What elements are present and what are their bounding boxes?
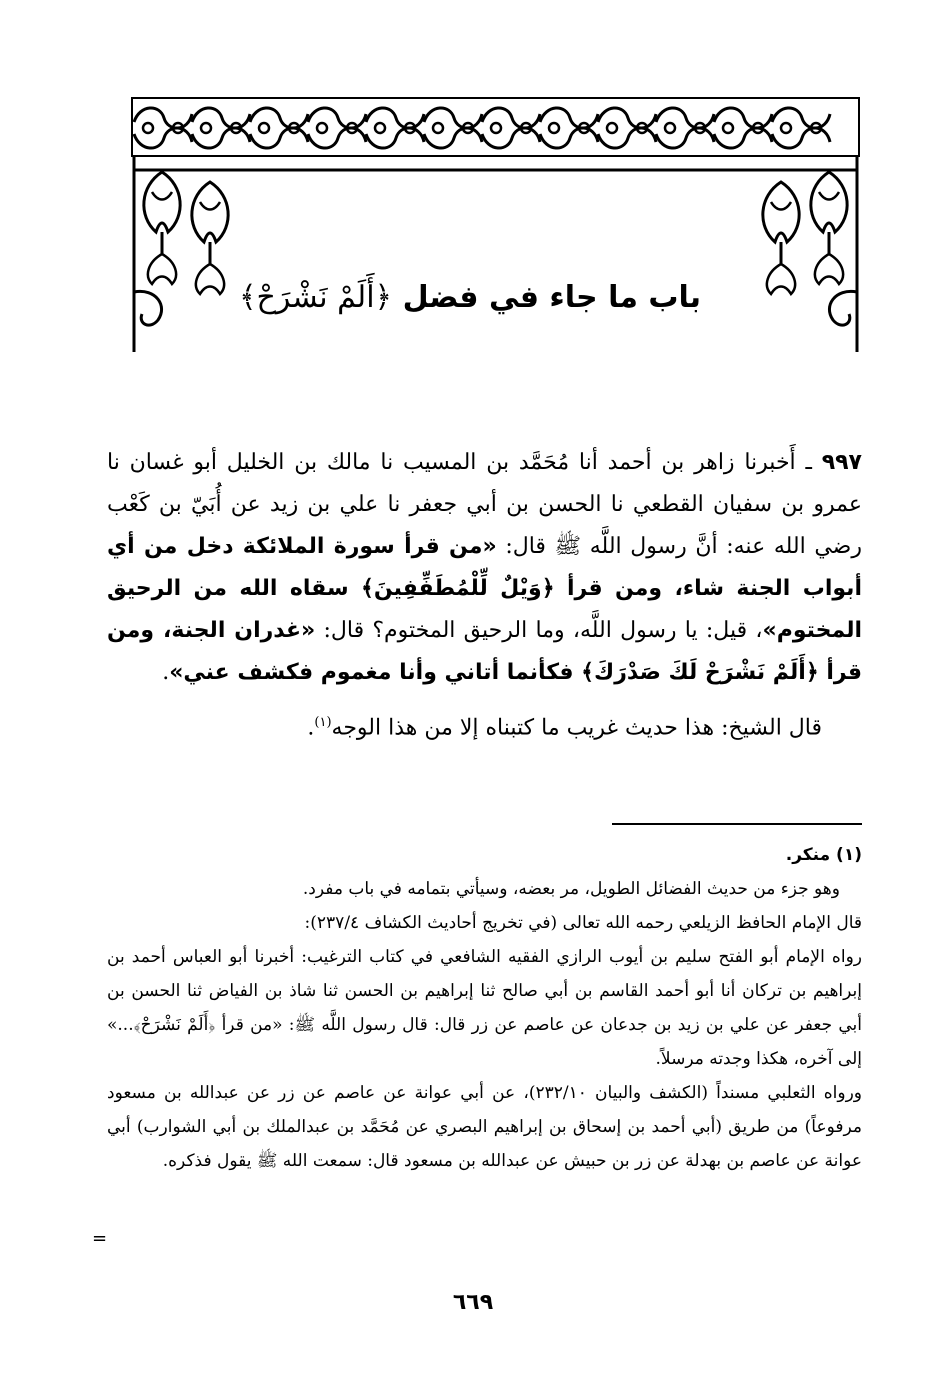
footnote-paragraph-2: ورواه الثعلبي مسنداً (الكشف والبيان ٢٣٢/١٠)، عن أبي عوانة عن عاصم عن زر عن عبدالله بن مسعود مرفوعاً) من طريق (أبي أحمد بن إسحاق بن إبراهيم البصري عن مُحَمَّد بن عبدالملك بن أبي الشوارب) أبي عوانة عن عاصم بن بهدلة عن زر بن حبيش عن عبدالله بن مسعود قال: سمعت الله ﷺ يقول فذكره. — [107, 1083, 862, 1171]
chapter-title-text: باب ما جاء في فضل — [402, 280, 702, 315]
footnote-line-1: وهو جزء من حديث الفضائل الطويل، مر بعضه، وسيأتي بتمامه في باب مفرد. — [302, 879, 840, 899]
footnote-ref[interactable]: (١) — [314, 715, 332, 730]
footnote-paragraph-1: رواه الإمام أبو الفتح سليم بن أيوب الرازي الفقيه الشافعي في كتاب الترغيب: أخبرنا أبو العباس أحمد بن إبراهيم بن تركان أنا أبو أحمد القاسم بن أبي صالح ثنا إبراهيم بن الحسن ثنا شاذ بن الفياض ثنا الحسن بن أبي جعفر عن علي بن زيد بن جدعان عن عاصم عن زر قال: قال رسول اللَّه ﷺ: «من قرأ ﴿أَلَمْ نَشْرَحْ﴾...» إلى آخره، هكذا وجدته مرسلاً. — [107, 947, 862, 1069]
hadith-paragraph — [107, 442, 862, 694]
continuation-mark: = — [92, 1228, 108, 1249]
page-number: ٦٦٩ — [452, 1290, 494, 1315]
footnote-divider — [612, 823, 862, 825]
hadith-quote-1: «من قرأ سورة الملائكة دخل من أي أبواب الجنة شاء، ومن قرأ ﴿وَيْلٌ لِّلْمُطَفِّفِينَ﴾ سقاه الله من الرحيق المختوم» — [107, 534, 862, 643]
hadith-number: ٩٩٧ — [821, 450, 862, 475]
footnote-line-2: قال الإمام الحافظ الزيلعي رحمه الله تعالى (في تخريج أحاديث الكشاف ٢٣٧/٤): — [304, 913, 862, 933]
footnotes — [107, 838, 862, 1178]
footnote-marker: (١) منكر. — [785, 845, 862, 865]
chapter-title-quran: ﴿أَلَمْ نَشْرَحْ﴾ — [238, 280, 393, 315]
chapter-title — [160, 268, 780, 328]
hadith-quote-2: «غدران الجنة، ومن قرأ ﴿أَلَمْ نَشْرَحْ لَكَ صَدْرَكَ﴾ فكأنما أتاني وأنا مغموم فكشف عني» — [107, 618, 862, 685]
sheikh-note-text: قال الشيخ: هذا حديث غريب ما كتبناه إلا من هذا الوجه — [331, 715, 822, 741]
hadith-end: . — [162, 660, 170, 685]
sheikh-note: قال الشيخ: هذا حديث غريب ما كتبناه إلا من هذا الوجه$^{(١)}$. — [307, 715, 822, 741]
hadith-middle: ، قيل: يا رسول اللَّه، وما الرحيق المختوم؟ قال: — [323, 618, 763, 643]
hadith-chain: ـ أَخبرنا زاهر بن أحمد أنا مُحَمَّد بن المسيب نا مالك بن الخليل أبو غسان نا عمرو بن سفيان القطعي نا الحسن بن أبي جعفر نا علي بن زيد عن أُبَيّ بن كَعْب رضي الله عنه: أنَّ رسول اللَّه ﷺ قال: — [107, 450, 862, 559]
main-text — [107, 442, 862, 749]
